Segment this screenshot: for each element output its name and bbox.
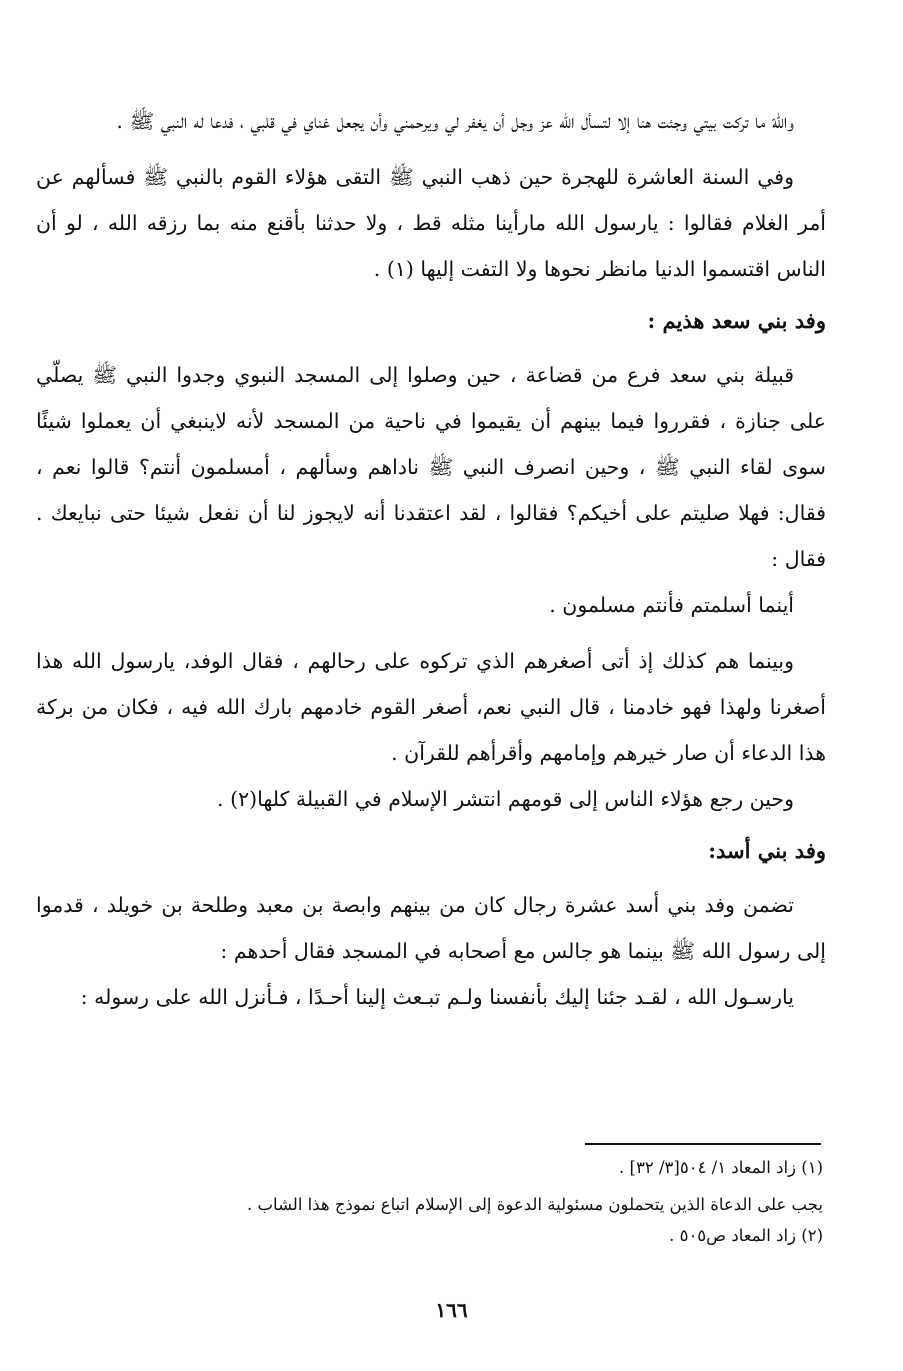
footnote-2: (٢) زاد المعاد ص٥٠٥ . [669,1226,823,1245]
paragraph-3: قبيلة بني سعد فرع من قضاعة ، حين وصلوا إلى المسجد النبوي وجدوا النبي ﷺ يصلّي على جنازة ، فقرروا فيما بينهم أن يقيموا في ناحية من المسجد لأنه لاينبغي أن يعملوا شيئًا سوى لقاء النبي ﷺ ، وحين انصرف النبي ﷺ ناداهم وسألهم ، أمسلمون أنتم؟ قالوا نعم ، فقال: فهلا صليتم على أخيكم؟ فقالوا ، لقد اعتقدنا أنه لايجوز لنا أن نفعل شيئا حتى نبايعك . فقال : [36,363,826,571]
page-number: ١٦٦ [435,1298,468,1322]
footnote-note: يجب على الدعاة الذين يتحملون مسئولية الدعوة إلى الإسلام اتباع نموذج هذا الشاب . [247,1195,823,1214]
paragraph-1: واللهّ ما تركت بيتي وجئت هنا إلا لتسأل الله عز وجل أن يغفر لي ويرحمني وأن يجعل غناي في قلبي ، فدعا له النبي ﷺ . [116,109,794,133]
paragraph-6: وحين رجع هؤلاء الناس إلى قومهم انتشر الإسلام في القبيلة كلها(٢) . [217,787,794,811]
paragraph-7: تضمن وفد بني أسد عشرة رجال كان من بينهم وابصة بن معبد وطلحة بن خويلد ، قدموا إلى رسول الله ﷺ بينما هو جالس مع أصحابه في المسجد فقال أحدهم : [36,893,826,963]
paragraph-5: وبينما هم كذلك إذ أتى أصغرهم الذي تركوه على رحالهم ، فقال الوفد، يارسول الله هذا أصغرنا ولهذا فهو خادمنا ، قال النبي نعم، أصغر القوم خادمهم بارك الله فيه ، فكان من بركة هذا الدعاء أن صار خيرهم وإمامهم وأقرأهم للقرآن . [36,649,826,765]
footnotes [123,1140,823,1251]
page-body [36,98,826,1020]
paragraph-2: وفي السنة العاشرة للهجرة حين ذهب النبي ﷺ التقى هؤلاء القوم بالنبي ﷺ فسألهم عن أمر الغلام فقالوا : يارسول الله مارأينا مثله قط ، ولا حدثنا بأقنع منه بما رزقه الله ، لو أن الناس اقتسموا الدنيا مانظر نحوها ولا التفت إليها (١) . [36,165,826,281]
section-heading-bani-saad: وفد بني سعد هذيم : [647,308,826,333]
paragraph-4: أينما أسلمتم فأنتم مسلمون . [549,593,794,617]
footnote-1: (١) زاد المعاد ١/ ٥٠٤[٣/ ٣٢] . [619,1158,823,1177]
paragraph-8: يارسـول الله ، لقـد جئنا إليك بأنفسنا ولـم تبـعث إلينا أحـدًا ، فـأنزل الله على رسوله : [80,985,794,1009]
section-heading-bani-asad: وفد بني أسد: [708,838,826,863]
